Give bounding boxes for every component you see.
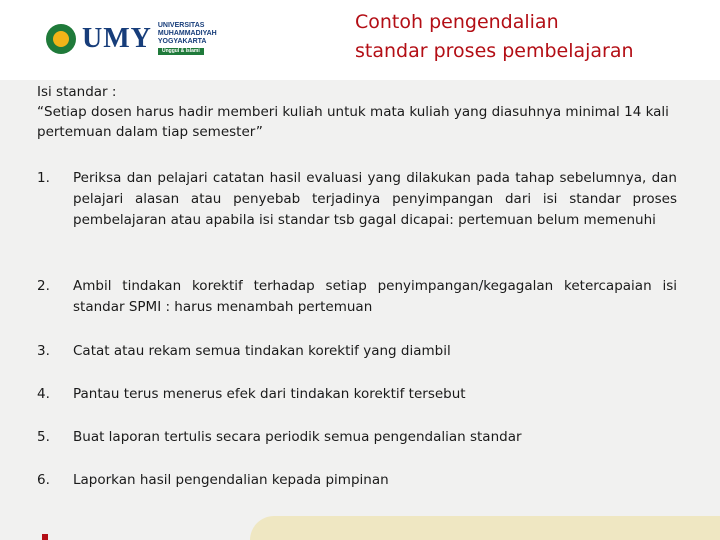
item-number: 2.	[37, 278, 50, 294]
title-line-2: standar proses pembelajaran	[355, 40, 634, 62]
logo-line: YOGYAKARTA	[157, 38, 207, 45]
item-number: 4.	[37, 386, 50, 402]
logo-subtitle	[158, 22, 217, 55]
item-text: Periksa dan pelajari catatan hasil evaluasi yang dilakukan pada tahap sebelumnya, dan pelajari alasan atau penyebab terjadinya penyimpangan dari isi standar proses pembelajaran atau apabila isi standar tsb gagal dicapai: pertemuan belum memenuhi	[73, 170, 677, 228]
slide-header	[0, 0, 720, 80]
item-number: 3.	[37, 343, 50, 359]
logo-tagline: Unggul & Islami	[158, 48, 204, 55]
intro-quote: “Setiap dosen harus hadir memberi kuliah untuk mata kuliah yang diasuhnya minimal 14 kali pertemuan dalam tiap semester”	[37, 104, 669, 140]
logo-wordmark: UMY	[82, 22, 152, 54]
item-text: Catat atau rekam semua tindakan korektif yang diambil	[73, 343, 451, 359]
logo-line: MUHAMMADIYAH	[157, 30, 217, 37]
item-number: 1.	[37, 170, 50, 186]
logo-line: UNIVERSITAS	[157, 22, 205, 29]
decorative-red-mark	[42, 534, 48, 540]
list-item	[37, 168, 677, 231]
item-text: Ambil tindakan korektif terhadap setiap penyimpangan/kegagalan ketercapaian isi standar SPMI : harus menambah pertemuan	[73, 278, 677, 315]
title-line-1: Contoh pengendalian	[355, 11, 559, 33]
slide-title	[355, 8, 695, 66]
decorative-corner-band	[250, 516, 720, 540]
slide-content	[0, 80, 720, 540]
item-text: Pantau terus menerus efek dari tindakan korektif tersebut	[73, 386, 466, 402]
item-number: 6.	[37, 472, 50, 488]
umy-emblem-icon	[46, 24, 76, 54]
umy-logo	[46, 22, 217, 55]
list-item	[37, 470, 677, 491]
intro-block	[37, 82, 677, 142]
item-number: 5.	[37, 429, 50, 445]
list-item	[37, 276, 677, 318]
intro-label: Isi standar :	[37, 84, 117, 100]
list-item	[37, 384, 677, 405]
item-text: Buat laporan tertulis secara periodik semua pengendalian standar	[73, 429, 522, 445]
item-text: Laporkan hasil pengendalian kepada pimpinan	[73, 472, 389, 488]
list-item	[37, 427, 677, 448]
list-item	[37, 341, 677, 362]
